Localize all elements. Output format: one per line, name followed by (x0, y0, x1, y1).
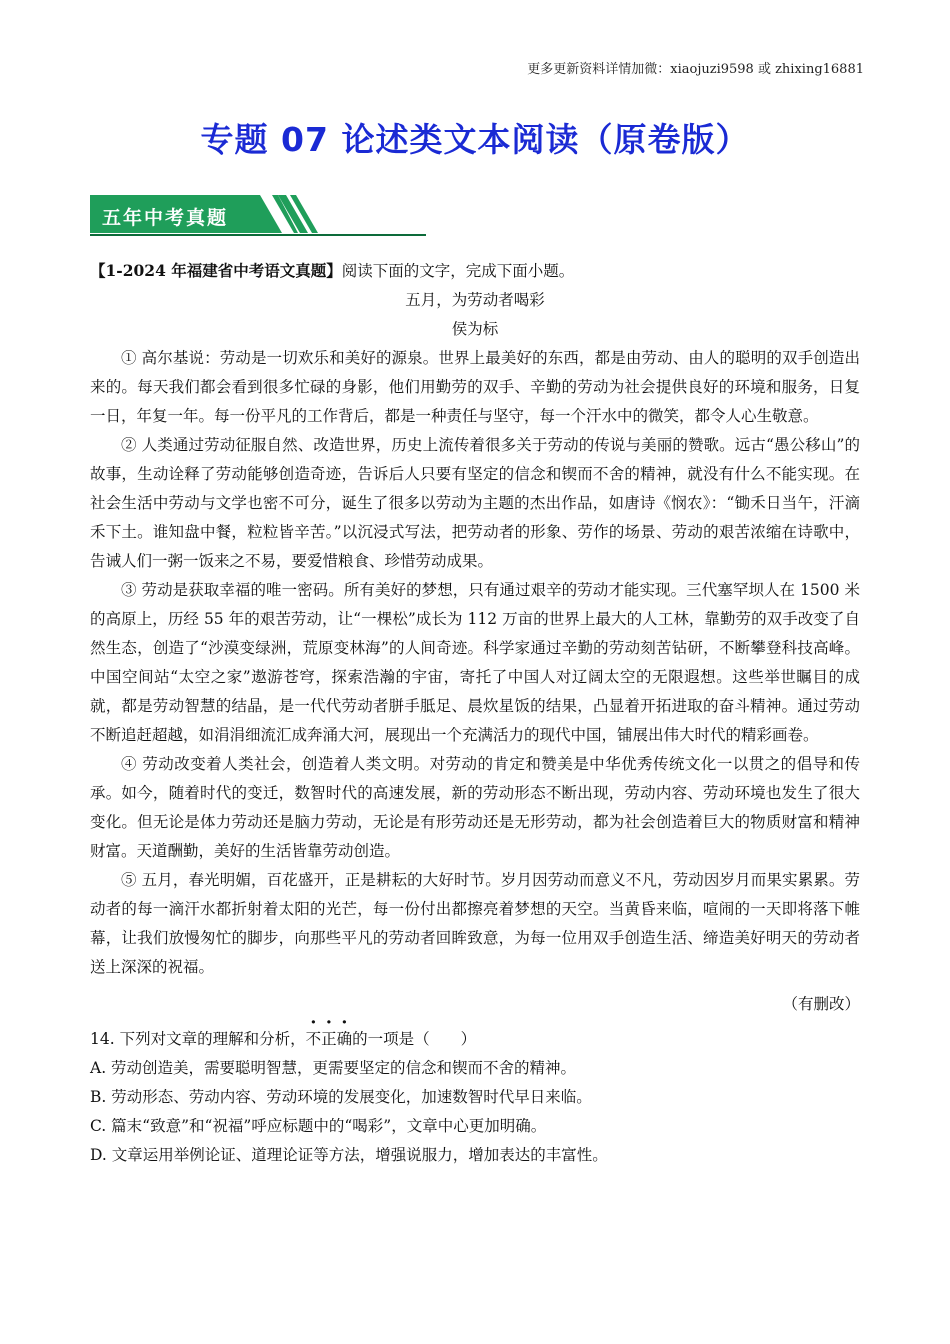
question-text-after: 的一项是（ ） (352, 1030, 477, 1048)
section-banner (90, 195, 426, 239)
question-text-before: 下列对文章的理解和分析， (119, 1030, 306, 1048)
intro-line (90, 256, 860, 286)
option-c: C. 篇末“致意”和“祝福”呼应标题中的“喝彩”，文章中心更加明确。 (90, 1117, 547, 1135)
question-stem (90, 1025, 860, 1054)
edit-note: （有删改） (782, 995, 860, 1013)
article-paragraph-1: ① 高尔基说：劳动是一切欢乐和美好的源泉。世界上最美好的东西，都是由劳动、由人的聪明的双手创造出来的。每天我们都会看到很多忙碌的身影，他们用勤劳的双手、辛勤的劳动为社会提供良好的环境和服务，日复一日，年复一年。每一份平凡的工作背后，都是一种责任与坚守，每一个汗水中的微笑，都令人心生敬意。 (90, 349, 860, 425)
article-paragraph-5: ⑤ 五月，春光明媚，百花盛开，正是耕耘的大好时节。岁月因劳动而意义不凡，劳动因岁月而果实累累。劳动者的每一滴汗水都折射着太阳的光芒，每一份付出都擦亮着梦想的天空。当黄昏来临，喧闹的一天即将落下帷幕，让我们放慢匆忙的脚步，向那些平凡的劳动者回眸致意，为每一位用双手创造生活、缔造美好明天的劳动者送上深深的祝福。 (90, 871, 860, 976)
question-source: 【1-2024 年福建省中考语文真题】 (90, 261, 342, 280)
option-a: A. 劳动创造美，需要聪明智慧，更需要坚定的信念和锲而不舍的精神。 (90, 1059, 577, 1077)
emphasis-char: 不 (305, 1030, 322, 1048)
article-paragraph-3: ③ 劳动是获取幸福的唯一密码。所有美好的梦想，只有通过艰辛的劳动才能实现。三代塞罕坝人在 1500 米的高原上，历经 55 年的艰苦劳动，让“一棵松”成长为 112 万亩的世界上最大的人工林，靠勤劳的双手改变了自然生态，创造了“沙漠变绿洲，荒原变林海”的人间奇迹。科学家通过辛勤的劳动刻苦钻研，不断攀登科技高峰。中国空间站“太空之家”遨游苍穹，探索浩瀚的宇宙，寄托了中国人对辽阔太空的无限遐想。这些举世瞩目的成就，都是劳动智慧的结晶，是一代代劳动者胼手胝足、晨炊星饭的结果，凸显着开拓进取的奋斗精神。通过劳动不断追赶超越，如涓涓细流汇成奔涌大河，展现出一个充满活力的现代中国，铺展出伟大时代的精彩画卷。 (90, 581, 860, 744)
article-title: 五月，为劳动者喝彩 (405, 291, 545, 309)
instruction-text: 阅读下面的文字，完成下面小题。 (341, 262, 575, 280)
question-number: 14. (90, 1030, 115, 1048)
emphasis-char: 正 (321, 1030, 337, 1048)
page-title: 专题 07 论述类文本阅读（原卷版） (200, 120, 750, 159)
header-note: 更多更新资料详情加微：xiaojuzi9598 或 zhixing16881 (527, 62, 864, 77)
option-d: D. 文章运用举例论证、道理论证等方法，增强说服力，增加表达的丰富性。 (90, 1146, 608, 1164)
article-paragraph-4: ④ 劳动改变着人类社会，创造着人类文明。对劳动的肯定和赞美是中华优秀传统文化一以贯之的倡导和传承。如今，随着时代的变迁，数智时代的高速发展，新的劳动形态不断出现，劳动内容、劳动环境也发生了很大变化。但无论是体力劳动还是脑力劳动，无论是有形劳动还是无形劳动，都为社会创造着巨大的物质财富和精神财富。天道酬勤，美好的生活皆靠劳动创造。 (90, 755, 860, 860)
document-body (90, 256, 860, 1170)
article-paragraph-2: ② 人类通过劳动征服自然、改造世界，历史上流传着很多关于劳动的传说与美丽的赞歌。远古“愚公移山”的故事，生动诠释了劳动能够创造奇迹，告诉后人只要有坚定的信念和锲而不舍的精神，就没有什么不能实现。在社会生活中劳动与文学也密不可分，诞生了很多以劳动为主题的杰出作品，如唐诗《悯农》：“锄禾日当午，汗滴禾下土。谁知盘中餐，粒粒皆辛苦。”以沉浸式写法，把劳动者的形象、劳作的场景、劳动的艰苦浓缩在诗歌中，告诫人们一粥一饭来之不易，要爱惜粮食、珍惜劳动成果。 (90, 436, 860, 570)
option-b: B. 劳动形态、劳动内容、劳动环境的发展变化，加速数智时代早日来临。 (90, 1088, 592, 1106)
emphasis-char: 确 (336, 1030, 353, 1048)
section-banner-label: 五年中考真题 (102, 207, 229, 229)
article-author: 侯为标 (451, 320, 499, 338)
